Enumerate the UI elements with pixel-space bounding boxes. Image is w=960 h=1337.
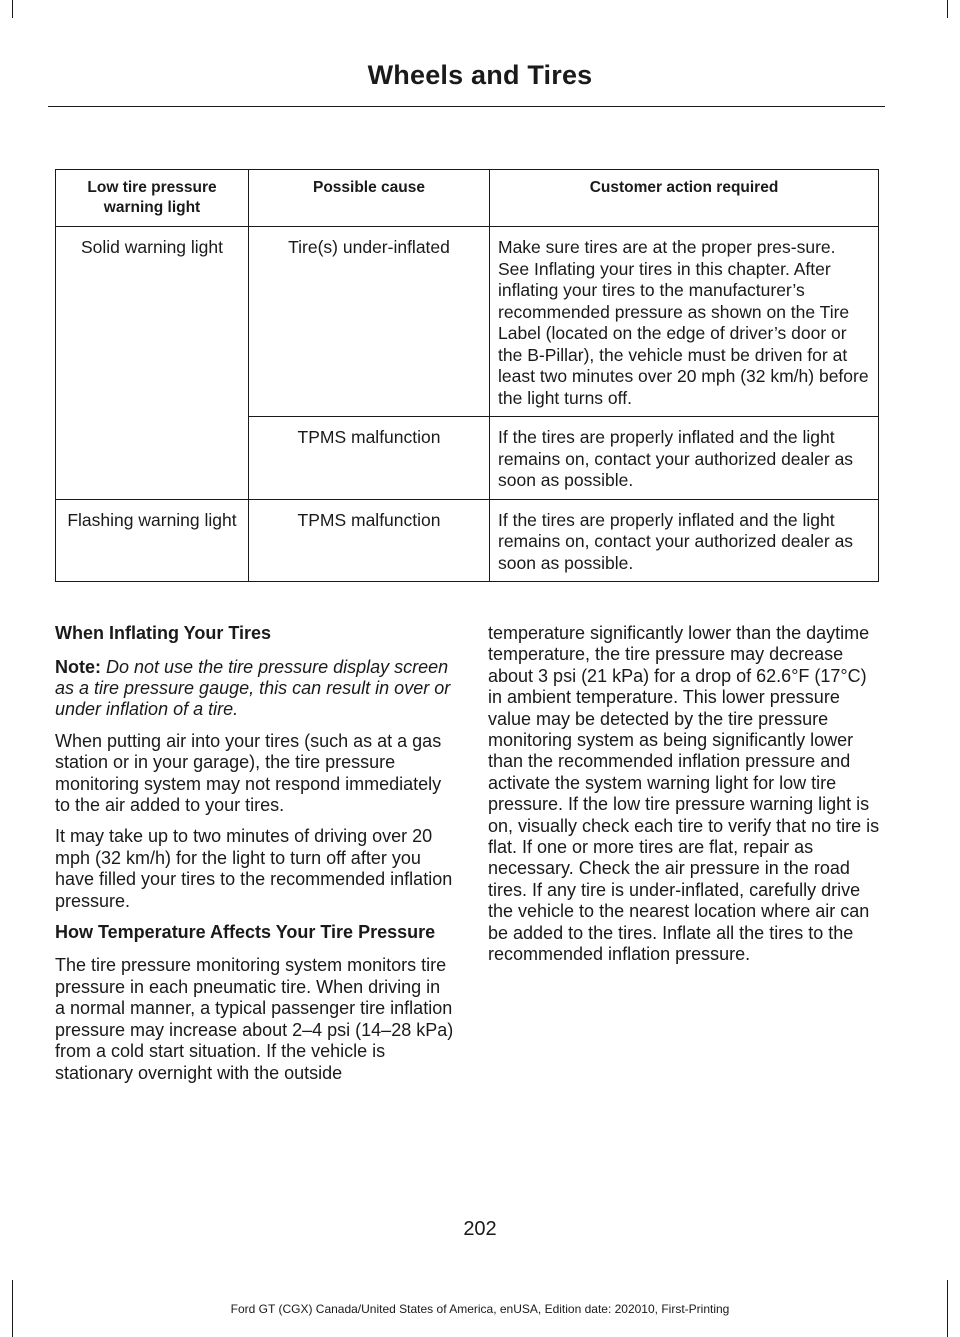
tpms-table xyxy=(55,169,879,582)
body-paragraph: temperature significantly lower than the daytime temperature, the tire pressure may decrease about 3 psi (21 kPa) for a drop of 62.6°F (17°C) in ambient temperature. This lower pressure value may be detected by the tire pressure monitoring system as being significantly lower than the recommended inflation pressure and activate the system warning light for low tire pressure. If the low tire pressure warning light is on, visually check each tire to verify that no tire is flat. If one or more tires are flat, repair as necessary. Check the air pressure in the road tires. If any tire is under-inflated, carefully drive the vehicle to the nearest location where air can be added to the tires. Inflate all the tires to the recommended inflation pressure. xyxy=(488,623,880,965)
column-header-action: Customer action required xyxy=(490,170,879,227)
possible-cause-cell: TPMS malfunction xyxy=(249,499,490,582)
table-header-row xyxy=(56,170,879,227)
body-paragraph: When putting air into your tires (such as at a gas station or in your garage), the tire pressure monitoring system may not respond immediately to the air added to your tires. xyxy=(55,730,442,815)
note-text: Do not use the tire pressure display screen as a tire pressure gauge, this can result in over or under inflation of a tire. xyxy=(55,656,451,720)
note-label: Note: xyxy=(55,656,101,677)
action-cell: If the tires are properly inflated and the light remains on, contact your authorized dealer as soon as possible. xyxy=(490,499,879,582)
table-row xyxy=(56,499,879,582)
body-paragraph: The tire pressure monitoring system monitors tire pressure in each pneumatic tire. When driving in a normal manner, a typical passenger tire inflation pressure may increase about 2–4 psi (14–28 kPa) from a cold start situation. If the vehicle is stationary overnight with the outside xyxy=(55,955,454,1083)
possible-cause-cell: Tire(s) under-inflated xyxy=(249,227,490,417)
body-paragraph: It may take up to two minutes of driving over 20 mph (32 km/h) for the light to turn off after you have filled your tires to the recommended inflation pressure. xyxy=(55,826,453,911)
section-heading-temperature: How Temperature Affects Your Tire Pressure xyxy=(55,921,436,942)
title-divider xyxy=(48,106,885,107)
warning-light-cell: Flashing warning light xyxy=(56,499,249,582)
page-number: 202 xyxy=(463,1218,497,1240)
column-header-possible-cause: Possible cause xyxy=(249,170,490,227)
action-cell: If the tires are properly inflated and the light remains on, contact your authorized dealer as soon as possible. xyxy=(490,417,879,500)
footer-edition-info: Ford GT (CGX) Canada/United States of America, enUSA, Edition date: 202010, First-Printing xyxy=(230,1302,730,1316)
left-column xyxy=(55,623,455,1094)
right-column xyxy=(488,623,880,976)
table-row xyxy=(56,227,879,417)
column-header-warning-light: Low tire pressure warning light xyxy=(56,170,249,227)
crop-mark-top-left xyxy=(12,0,13,18)
section-heading-inflating: When Inflating Your Tires xyxy=(55,623,272,643)
page-title: Wheels and Tires xyxy=(367,60,593,90)
action-cell: Make sure tires are at the proper pres-sure. See Inflating your tires in this chapter. After inflating your tires to the manufacturer’s recommended pressure as shown on the Tire Label (located on the edge of driver’s door or the B-Pillar), the vehicle must be driven for at least two minutes over 20 mph (32 km/h) before the light turns off. xyxy=(490,227,879,417)
note-paragraph xyxy=(55,657,455,721)
warning-light-cell: Solid warning light xyxy=(56,227,249,500)
crop-mark-top-right xyxy=(947,0,948,18)
possible-cause-cell: TPMS malfunction xyxy=(249,417,490,500)
